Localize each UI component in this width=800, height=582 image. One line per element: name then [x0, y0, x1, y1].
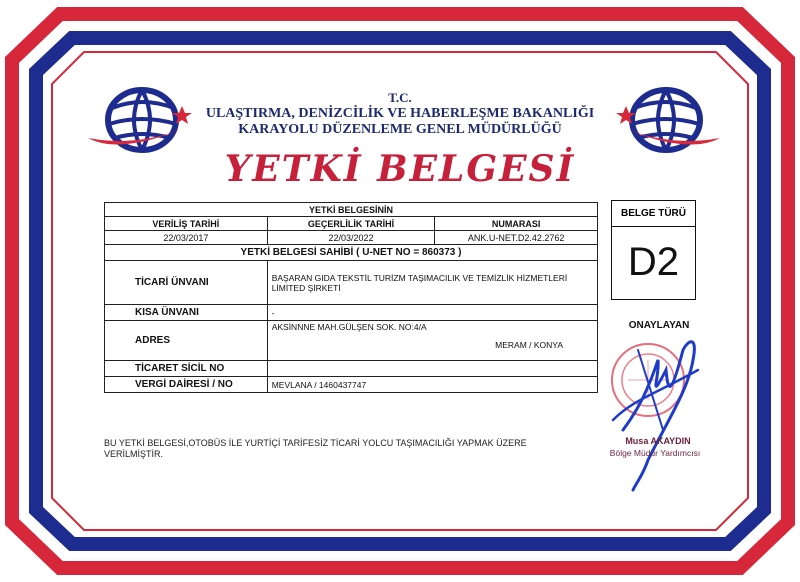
- address-line-2: MERAM / KONYA: [495, 340, 563, 350]
- document-type-label: BELGE TÜRÜ: [612, 201, 695, 227]
- label-short-name: KISA ÜNVANI: [105, 305, 268, 321]
- col-header-number: NUMARASI: [435, 217, 598, 231]
- value-trade-registry: [267, 361, 597, 377]
- label-trade-registry: TİCARET SİCİL NO: [105, 361, 268, 377]
- value-tax-office: MEVLANA / 1460437747: [267, 377, 597, 393]
- header-directorate: KARAYOLU DÜZENLEME GENEL MÜDÜRLÜĞÜ: [238, 122, 562, 137]
- document-type-value: D2: [627, 240, 680, 284]
- value-address: [267, 321, 597, 361]
- label-address: ADRES: [105, 321, 268, 361]
- certificate-note: BU YETKİ BELGESİ,OTOBÜS İLE YURTİÇİ TARİFESİZ TİCARİ YOLCU TAŞIMACILIĞI YAPMAK ÜZERE VERİLMİŞTİR.: [104, 438, 527, 459]
- validity-date: 22/03/2022: [267, 231, 435, 245]
- section-header: YETKİ BELGESİNİN: [105, 203, 598, 217]
- value-trade-name: BAŞARAN GIDA TEKSTİL TURİZM TAŞIMACILIK VE TEMİZLİK HİZMETLERİ LİMİTED ŞİRKETİ: [267, 261, 597, 305]
- certificate-number: ANK.U-NET.D2.42.2762: [435, 231, 598, 245]
- approver-role: Bölge Müdür Yardımcısı: [609, 448, 701, 458]
- header-tc: T.C.: [388, 90, 412, 105]
- holder-header: YETKİ BELGESİ SAHİBİ ( U-NET NO = 860373 ): [105, 245, 598, 261]
- col-header-validity-date: GEÇERLİLİK TARİHİ: [267, 217, 435, 231]
- issue-date: 22/03/2017: [105, 231, 268, 245]
- col-header-issue-date: VERİLİŞ TARİHİ: [105, 217, 268, 231]
- document-type-box: [611, 200, 696, 300]
- value-short-name: -: [267, 305, 597, 321]
- approver-name: Musa AKAYDIN: [625, 436, 691, 446]
- label-trade-name: TİCARİ ÜNVANI: [105, 261, 268, 305]
- label-tax-office: VERGİ DAİRESİ / NO: [105, 377, 268, 393]
- page-title: YETKİ BELGESİ: [224, 148, 576, 190]
- stamp-signature-icon: [588, 330, 723, 495]
- certificate-table: [104, 202, 598, 393]
- address-line-1: AKSİNNNE MAH.GÜLŞEN SOK. NO:4/A: [271, 322, 427, 332]
- header-ministry: ULAŞTIRMA, DENİZCİLİK VE HABERLEŞME BAKANLIĞI: [205, 106, 595, 121]
- approval-label: ONAYLAYAN: [628, 320, 690, 331]
